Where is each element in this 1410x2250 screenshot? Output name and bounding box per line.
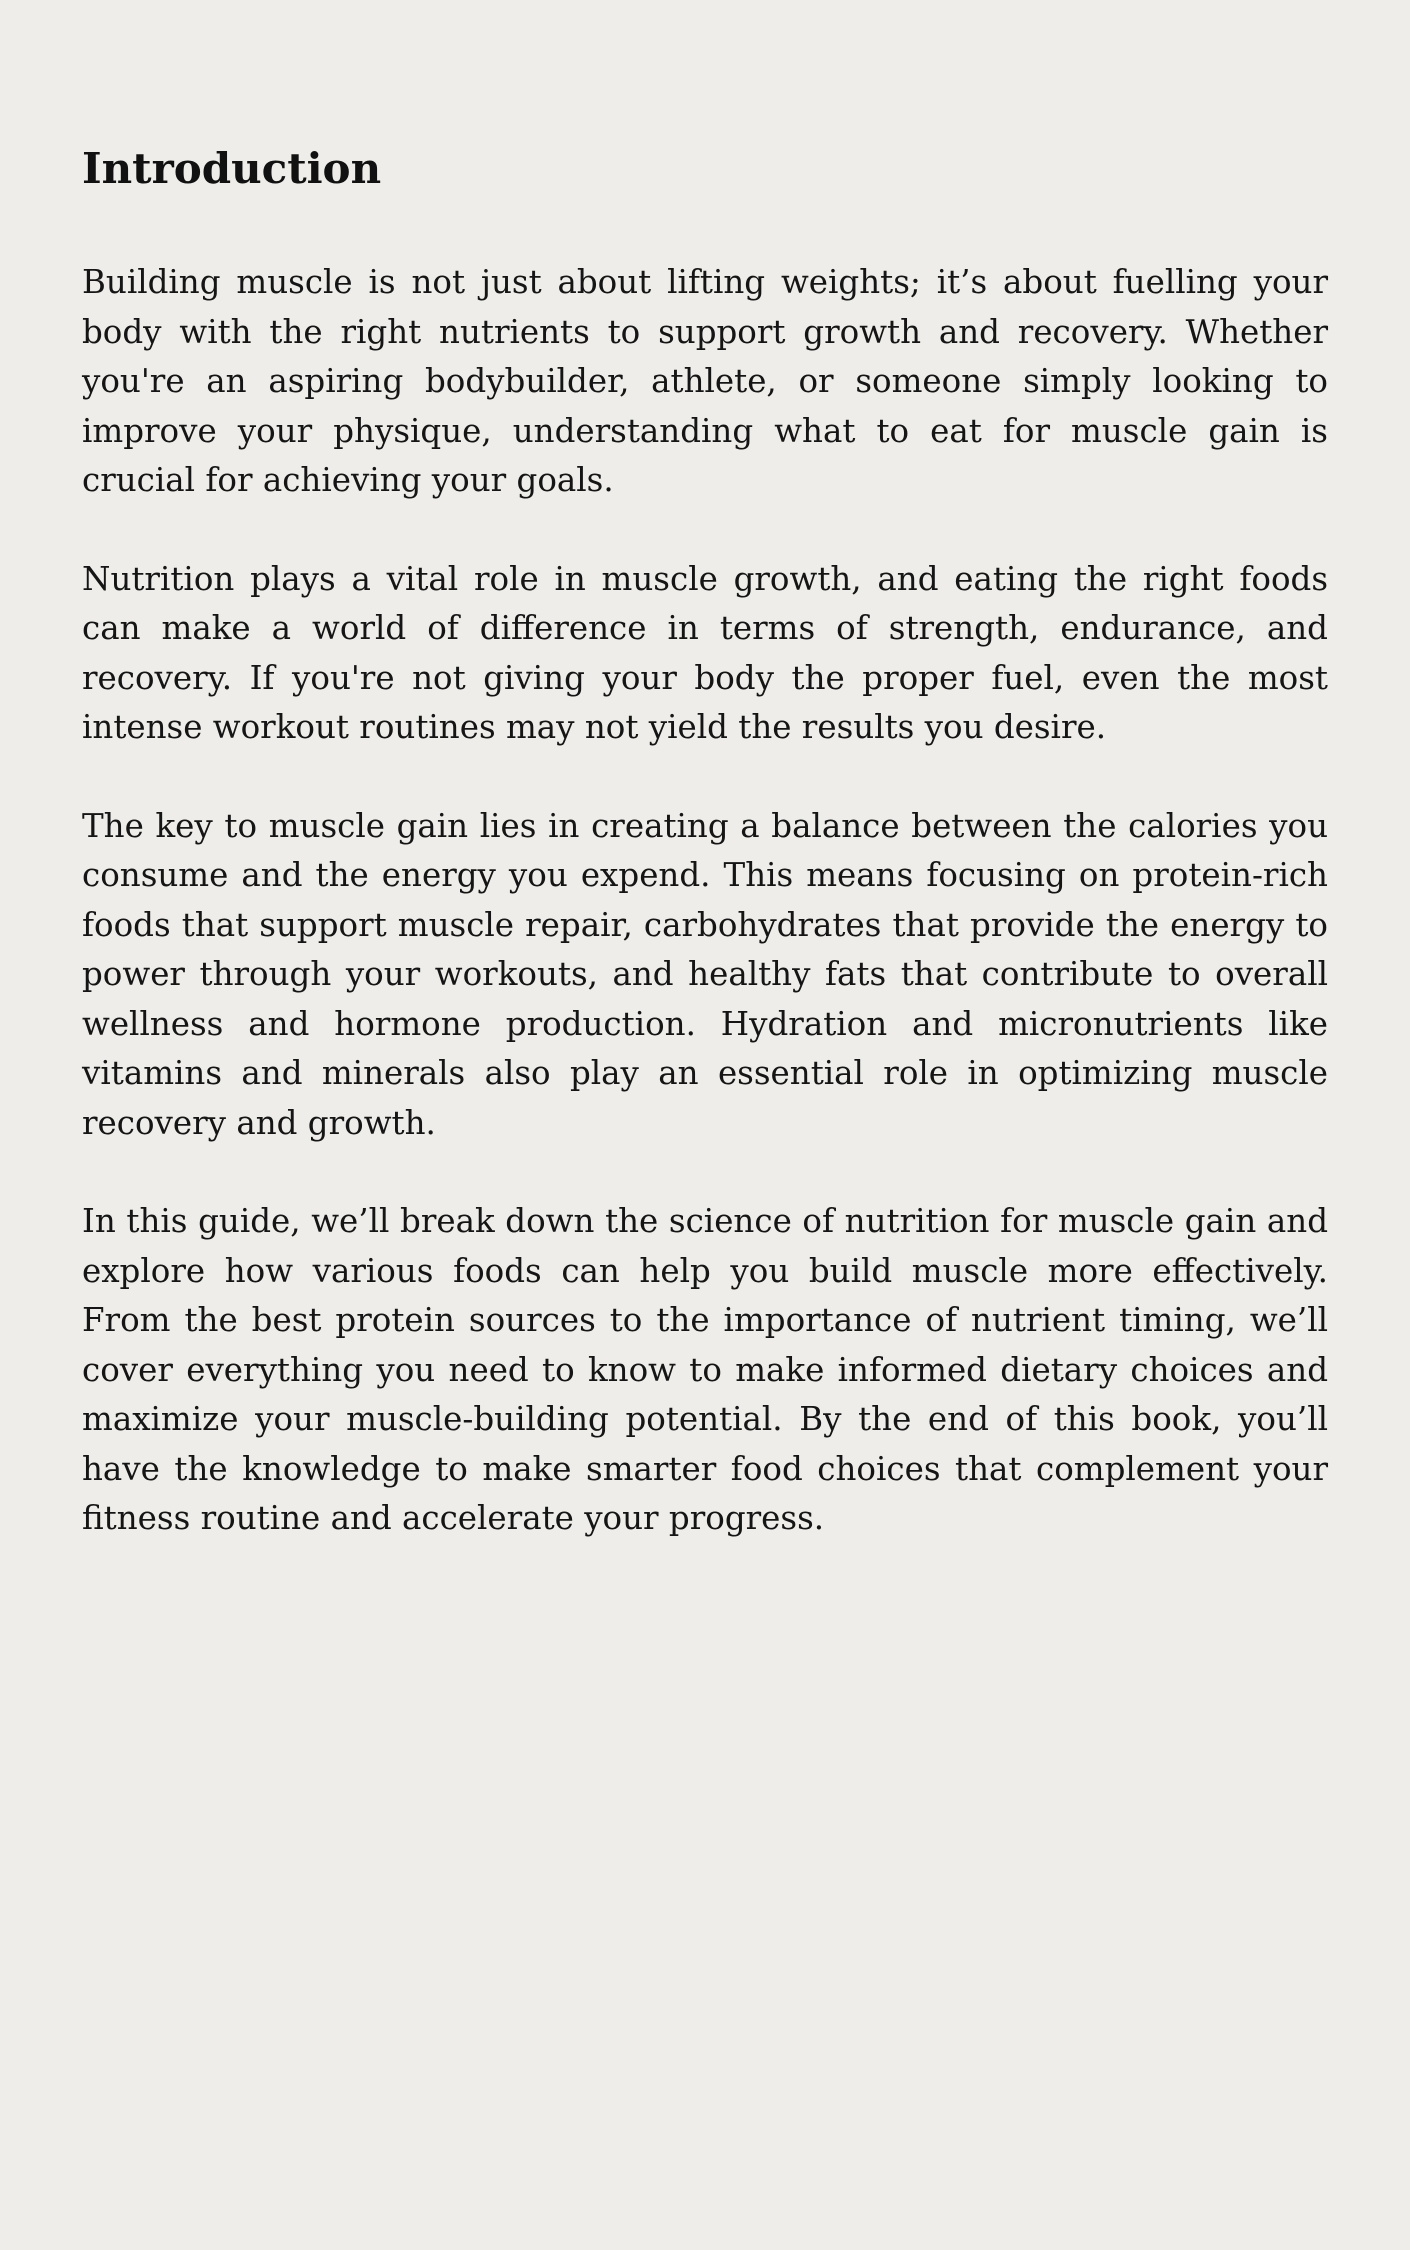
paragraph-2: Nutrition plays a vital role in muscle growth, and eating the right foods can make a world of difference in terms of strength, endurance, and recovery. If you're not giving your body the proper fuel, even the most intense workout routines may not yield the results you desire. <box>82 559 1328 746</box>
page-title: Introduction <box>82 144 382 193</box>
paragraph-1: Building muscle is not just about lifting weights; it’s about fuelling your body with the right nutrients to support growth and recovery. Whether you're an aspiring bodybuilder, athlete, or someone simply looking to improve your physique, understanding what to eat for muscle gain is crucial for achieving your goals. <box>82 263 1328 499</box>
paragraph-4: In this guide, we’ll break down the science of nutrition for muscle gain and explore how various foods can help you build muscle more effectively. From the best protein sources to the importance of nutrient timing, we’ll cover everything you need to know to make informed dietary choices and maximize your muscle-building potential. By the end of this book, you’ll have the knowledge to make smarter food choices that complement your fitness routine and accelerate your progress. <box>82 1202 1328 1537</box>
paragraph-3: The key to muscle gain lies in creating a balance between the calories you consume and the energy you expend. This means focusing on protein-rich foods that support muscle repair, carbohydrates that provide the energy to power through your workouts, and healthy fats that contribute to overall wellness and hormone production. Hydration and micronutrients like vitamins and minerals also play an essential role in optimizing muscle recovery and growth. <box>82 806 1328 1142</box>
